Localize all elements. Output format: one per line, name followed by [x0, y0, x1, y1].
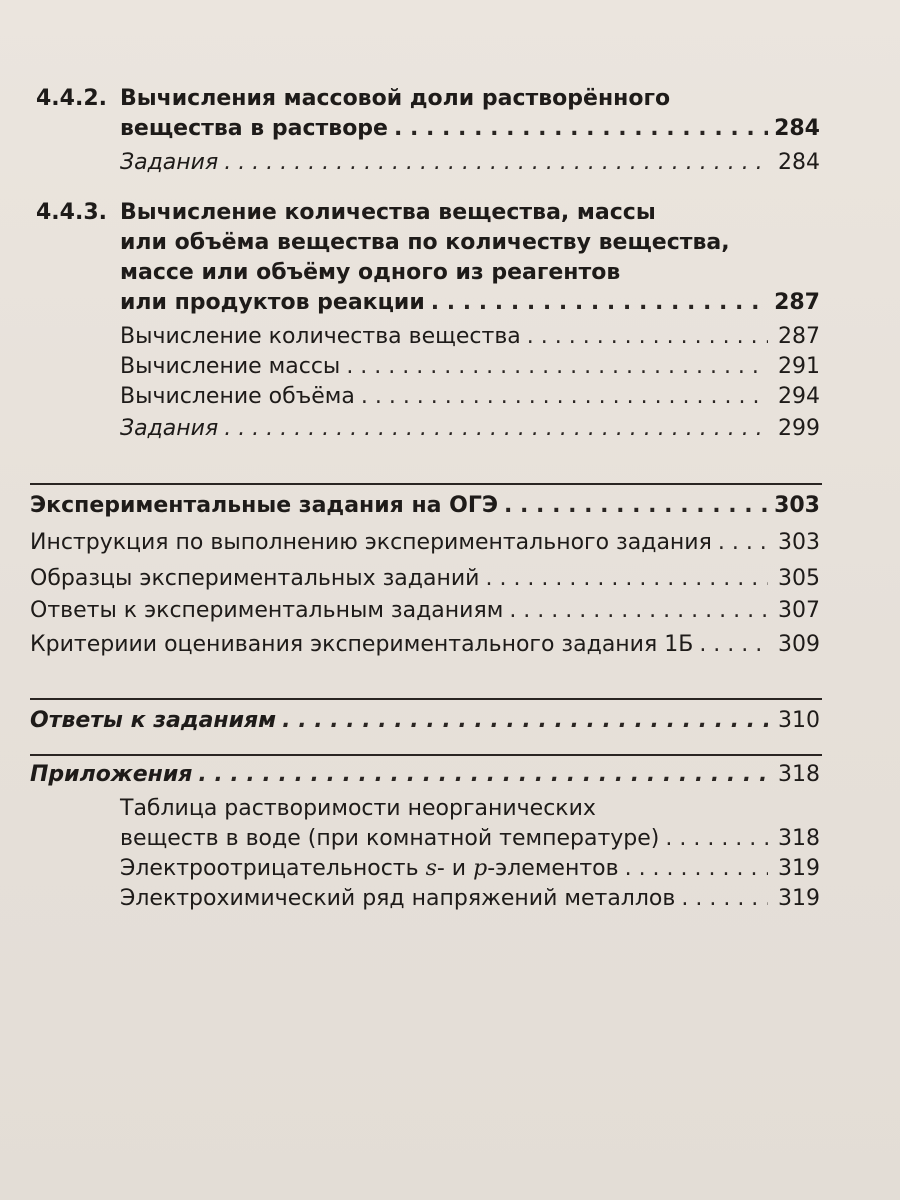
- dot-leader: [394, 116, 768, 142]
- section-divider: [30, 483, 822, 485]
- page-number: 318: [778, 826, 820, 851]
- toc-entry-metal-series[interactable]: [120, 886, 820, 912]
- page-number: 303: [774, 493, 820, 518]
- page-number: 294: [778, 384, 820, 409]
- toc-entry-title: Критериии оценивания экспериментального задания 1Б: [30, 632, 694, 657]
- section-divider: [30, 698, 822, 700]
- dot-leader: [504, 493, 768, 519]
- toc-entry-4-4-3-tasks[interactable]: [120, 416, 820, 442]
- page-number: 291: [778, 354, 820, 379]
- page-number: 309: [778, 632, 820, 657]
- page-number: 303: [778, 530, 820, 555]
- toc-entry-title: Приложения: [30, 762, 193, 787]
- page-number: 319: [778, 856, 820, 881]
- toc-section-4-4-3-title-line-1: 4.4.3. Вычисление количества вещества, массы: [36, 200, 656, 225]
- toc-experimental[interactable]: [30, 493, 820, 519]
- dot-leader: [527, 324, 768, 350]
- toc-entry-title: Задания: [120, 416, 219, 441]
- toc-appendix[interactable]: [30, 762, 820, 788]
- dot-leader: [718, 530, 768, 556]
- page-number: 299: [778, 416, 820, 441]
- toc-entry-title: Задания: [120, 150, 219, 175]
- page-number: 318: [778, 762, 820, 787]
- toc-entry-title: Электроотрицательность s- и p-элементов: [120, 856, 619, 881]
- toc-entry-volume[interactable]: [120, 384, 820, 410]
- toc-entry-title: Электрохимический ряд напряжений металлов: [120, 886, 676, 911]
- page-number: 284: [778, 150, 820, 175]
- toc-entry-title: или продуктов реакции: [120, 290, 425, 315]
- dot-leader: [665, 826, 768, 852]
- dot-leader: [681, 886, 768, 912]
- dot-leader: [282, 708, 768, 734]
- toc-entry-title: Ответы к экспериментальным заданиям: [30, 598, 504, 623]
- toc-entry-title: Ответы к заданиям: [30, 708, 277, 733]
- dot-leader: [198, 762, 768, 788]
- toc-entry-solubility[interactable]: [120, 826, 820, 852]
- toc-entry-title: Вычисление массы: [120, 354, 341, 379]
- dot-leader: [346, 354, 768, 380]
- page-number: 305: [778, 566, 820, 591]
- page-number: 319: [778, 886, 820, 911]
- page-number: 307: [778, 598, 820, 623]
- toc-entry-title: Образцы экспериментальных заданий: [30, 566, 480, 591]
- toc-entry-title: веществ в воде (при комнатной температуре): [120, 826, 660, 851]
- dot-leader: [699, 632, 768, 658]
- toc-section-4-4-3[interactable]: [120, 290, 820, 316]
- toc-answers[interactable]: [30, 708, 820, 734]
- toc-entry-mass[interactable]: [120, 354, 820, 380]
- page-number: 287: [774, 290, 820, 315]
- toc-section-4-4-3-title-line-2: или объёма вещества по количеству вещества,: [120, 230, 730, 255]
- toc-entry-samples[interactable]: [30, 566, 820, 592]
- toc-entry-4-4-2-tasks[interactable]: [120, 150, 820, 176]
- section-number: 4.4.3.: [36, 200, 107, 225]
- toc-entry-title: Экспериментальные задания на ОГЭ: [30, 493, 499, 518]
- page-number: 287: [778, 324, 820, 349]
- section-divider: [30, 754, 822, 756]
- toc-entry-exp-answers[interactable]: [30, 598, 820, 624]
- page-number: 310: [778, 708, 820, 733]
- dot-leader: [224, 150, 768, 176]
- toc-entry-title: Инструкция по выполнению экспериментального задания: [30, 530, 712, 555]
- dot-leader: [361, 384, 768, 410]
- toc-entry-solubility-line-1: Таблица растворимости неорганических: [120, 796, 596, 821]
- toc-entry-title: Вычисление объёма: [120, 384, 355, 409]
- toc-entry-instruction[interactable]: [30, 530, 820, 556]
- toc-section-4-4-2-title-line-1: 4.4.2. Вычисления массовой доли растворённого: [36, 86, 671, 111]
- dot-leader: [224, 416, 768, 442]
- dot-leader: [625, 856, 768, 882]
- toc-entry-electronegativity[interactable]: [120, 856, 820, 882]
- toc-entry-amount[interactable]: [120, 324, 820, 350]
- dot-leader: [431, 290, 768, 316]
- toc-entry-title: Вычисление количества вещества: [120, 324, 521, 349]
- dot-leader: [509, 598, 768, 624]
- dot-leader: [485, 566, 768, 592]
- toc-entry-title: вещества в растворе: [120, 116, 388, 141]
- toc-entry-criteria[interactable]: [30, 632, 820, 658]
- section-number: 4.4.2.: [36, 86, 107, 111]
- toc-section-4-4-2[interactable]: [120, 116, 820, 142]
- toc-section-4-4-3-title-line-3: массе или объёму одного из реагентов: [120, 260, 621, 285]
- page-number: 284: [774, 116, 820, 141]
